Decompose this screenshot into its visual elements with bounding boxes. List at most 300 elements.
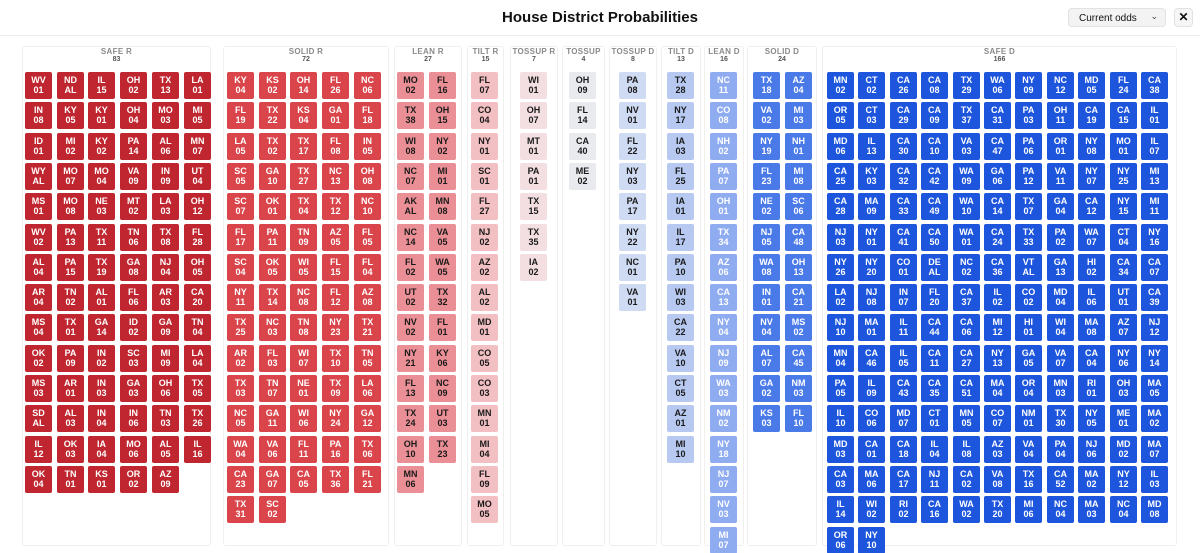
district-tile[interactable]	[1015, 436, 1042, 463]
district-tile[interactable]	[667, 163, 694, 190]
district-tile[interactable]	[785, 133, 812, 160]
district-tile[interactable]	[1047, 193, 1074, 220]
district-tile[interactable]	[57, 102, 84, 129]
district-tile[interactable]	[619, 163, 646, 190]
district-tile[interactable]	[290, 314, 317, 341]
district-tile[interactable]	[520, 72, 547, 99]
district-tile[interactable]	[569, 72, 596, 99]
district-tile[interactable]	[1110, 466, 1137, 493]
district-tile[interactable]	[227, 224, 254, 251]
district-tile[interactable]	[1110, 72, 1137, 99]
district-tile[interactable]	[1110, 102, 1137, 129]
district-tile[interactable]	[152, 284, 179, 311]
district-tile[interactable]	[1110, 224, 1137, 251]
district-tile[interactable]	[1141, 284, 1168, 311]
district-tile[interactable]	[984, 102, 1011, 129]
district-tile[interactable]	[520, 102, 547, 129]
district-tile[interactable]	[152, 102, 179, 129]
district-tile[interactable]	[1141, 102, 1168, 129]
district-tile[interactable]	[1015, 284, 1042, 311]
district-tile[interactable]	[667, 375, 694, 402]
district-tile[interactable]	[1141, 466, 1168, 493]
district-tile[interactable]	[984, 224, 1011, 251]
district-tile[interactable]	[953, 284, 980, 311]
district-tile[interactable]	[1047, 224, 1074, 251]
district-tile[interactable]	[397, 284, 424, 311]
district-tile[interactable]	[88, 436, 115, 463]
district-tile[interactable]	[120, 405, 147, 432]
district-tile[interactable]	[397, 224, 424, 251]
district-tile[interactable]	[858, 133, 885, 160]
district-tile[interactable]	[120, 375, 147, 402]
district-tile[interactable]	[259, 254, 286, 281]
district-tile[interactable]	[890, 284, 917, 311]
district-tile[interactable]	[827, 163, 854, 190]
district-tile[interactable]	[152, 193, 179, 220]
district-tile[interactable]	[1078, 72, 1105, 99]
district-tile[interactable]	[429, 254, 456, 281]
district-tile[interactable]	[984, 496, 1011, 523]
district-tile[interactable]	[753, 345, 780, 372]
district-tile[interactable]	[667, 314, 694, 341]
district-tile[interactable]	[354, 466, 381, 493]
district-tile[interactable]	[890, 254, 917, 281]
district-tile[interactable]	[322, 405, 349, 432]
district-tile[interactable]	[322, 224, 349, 251]
district-tile[interactable]	[984, 405, 1011, 432]
district-tile[interactable]	[710, 193, 737, 220]
district-tile[interactable]	[858, 527, 885, 553]
district-tile[interactable]	[1078, 496, 1105, 523]
district-tile[interactable]	[890, 314, 917, 341]
district-tile[interactable]	[1015, 375, 1042, 402]
district-tile[interactable]	[354, 72, 381, 99]
district-tile[interactable]	[322, 254, 349, 281]
district-tile[interactable]	[471, 375, 498, 402]
district-tile[interactable]	[259, 72, 286, 99]
district-tile[interactable]	[710, 224, 737, 251]
district-tile[interactable]	[227, 466, 254, 493]
district-tile[interactable]	[984, 163, 1011, 190]
district-tile[interactable]	[290, 224, 317, 251]
district-tile[interactable]	[1047, 345, 1074, 372]
district-tile[interactable]	[152, 436, 179, 463]
district-tile[interactable]	[753, 102, 780, 129]
district-tile[interactable]	[354, 375, 381, 402]
district-tile[interactable]	[753, 224, 780, 251]
district-tile[interactable]	[429, 163, 456, 190]
district-tile[interactable]	[25, 102, 52, 129]
district-tile[interactable]	[25, 436, 52, 463]
district-tile[interactable]	[227, 133, 254, 160]
district-tile[interactable]	[785, 72, 812, 99]
district-tile[interactable]	[667, 102, 694, 129]
odds-mode-dropdown[interactable]	[1068, 8, 1166, 27]
district-tile[interactable]	[710, 284, 737, 311]
district-tile[interactable]	[259, 102, 286, 129]
district-tile[interactable]	[921, 345, 948, 372]
district-tile[interactable]	[88, 72, 115, 99]
district-tile[interactable]	[858, 375, 885, 402]
district-tile[interactable]	[471, 133, 498, 160]
district-tile[interactable]	[1110, 436, 1137, 463]
district-tile[interactable]	[120, 133, 147, 160]
district-tile[interactable]	[858, 314, 885, 341]
district-tile[interactable]	[152, 163, 179, 190]
district-tile[interactable]	[322, 163, 349, 190]
district-tile[interactable]	[520, 254, 547, 281]
district-tile[interactable]	[471, 405, 498, 432]
district-tile[interactable]	[921, 375, 948, 402]
district-tile[interactable]	[921, 405, 948, 432]
district-tile[interactable]	[785, 375, 812, 402]
district-tile[interactable]	[1110, 375, 1137, 402]
district-tile[interactable]	[710, 375, 737, 402]
district-tile[interactable]	[785, 314, 812, 341]
district-tile[interactable]	[88, 284, 115, 311]
district-tile[interactable]	[858, 436, 885, 463]
district-tile[interactable]	[710, 466, 737, 493]
district-tile[interactable]	[753, 133, 780, 160]
district-tile[interactable]	[1078, 284, 1105, 311]
district-tile[interactable]	[921, 102, 948, 129]
district-tile[interactable]	[429, 345, 456, 372]
district-tile[interactable]	[25, 193, 52, 220]
district-tile[interactable]	[25, 405, 52, 432]
district-tile[interactable]	[858, 405, 885, 432]
district-tile[interactable]	[120, 193, 147, 220]
district-tile[interactable]	[890, 345, 917, 372]
district-tile[interactable]	[921, 163, 948, 190]
district-tile[interactable]	[290, 72, 317, 99]
district-tile[interactable]	[710, 496, 737, 523]
district-tile[interactable]	[1141, 436, 1168, 463]
district-tile[interactable]	[953, 193, 980, 220]
district-tile[interactable]	[471, 436, 498, 463]
district-tile[interactable]	[88, 102, 115, 129]
district-tile[interactable]	[57, 375, 84, 402]
district-tile[interactable]	[471, 224, 498, 251]
district-tile[interactable]	[710, 405, 737, 432]
district-tile[interactable]	[953, 133, 980, 160]
district-tile[interactable]	[429, 314, 456, 341]
district-tile[interactable]	[354, 314, 381, 341]
district-tile[interactable]	[354, 254, 381, 281]
district-tile[interactable]	[1110, 163, 1137, 190]
district-tile[interactable]	[1015, 405, 1042, 432]
district-tile[interactable]	[25, 466, 52, 493]
district-tile[interactable]	[953, 224, 980, 251]
district-tile[interactable]	[290, 102, 317, 129]
district-tile[interactable]	[397, 466, 424, 493]
district-tile[interactable]	[827, 133, 854, 160]
district-tile[interactable]	[753, 254, 780, 281]
district-tile[interactable]	[57, 193, 84, 220]
district-tile[interactable]	[921, 72, 948, 99]
district-tile[interactable]	[290, 254, 317, 281]
district-tile[interactable]	[120, 314, 147, 341]
district-tile[interactable]	[1078, 254, 1105, 281]
district-tile[interactable]	[1015, 466, 1042, 493]
district-tile[interactable]	[1110, 133, 1137, 160]
district-tile[interactable]	[429, 375, 456, 402]
district-tile[interactable]	[290, 375, 317, 402]
district-tile[interactable]	[984, 436, 1011, 463]
district-tile[interactable]	[753, 193, 780, 220]
district-tile[interactable]	[785, 163, 812, 190]
district-tile[interactable]	[858, 254, 885, 281]
district-tile[interactable]	[520, 224, 547, 251]
district-tile[interactable]	[152, 466, 179, 493]
district-tile[interactable]	[88, 133, 115, 160]
district-tile[interactable]	[1047, 254, 1074, 281]
district-tile[interactable]	[354, 345, 381, 372]
district-tile[interactable]	[667, 72, 694, 99]
district-tile[interactable]	[667, 224, 694, 251]
district-tile[interactable]	[921, 193, 948, 220]
district-tile[interactable]	[890, 496, 917, 523]
district-tile[interactable]	[354, 405, 381, 432]
district-tile[interactable]	[619, 193, 646, 220]
district-tile[interactable]	[88, 314, 115, 341]
district-tile[interactable]	[471, 345, 498, 372]
district-tile[interactable]	[184, 375, 211, 402]
district-tile[interactable]	[471, 496, 498, 523]
district-tile[interactable]	[184, 254, 211, 281]
district-tile[interactable]	[827, 72, 854, 99]
district-tile[interactable]	[57, 133, 84, 160]
district-tile[interactable]	[397, 72, 424, 99]
district-tile[interactable]	[753, 163, 780, 190]
district-tile[interactable]	[785, 405, 812, 432]
district-tile[interactable]	[710, 436, 737, 463]
district-tile[interactable]	[227, 375, 254, 402]
district-tile[interactable]	[152, 224, 179, 251]
district-tile[interactable]	[1047, 133, 1074, 160]
district-tile[interactable]	[184, 436, 211, 463]
district-tile[interactable]	[259, 163, 286, 190]
district-tile[interactable]	[120, 224, 147, 251]
district-tile[interactable]	[259, 224, 286, 251]
district-tile[interactable]	[397, 436, 424, 463]
district-tile[interactable]	[259, 133, 286, 160]
district-tile[interactable]	[1047, 314, 1074, 341]
district-tile[interactable]	[953, 466, 980, 493]
district-tile[interactable]	[429, 133, 456, 160]
district-tile[interactable]	[184, 405, 211, 432]
district-tile[interactable]	[1141, 375, 1168, 402]
district-tile[interactable]	[25, 72, 52, 99]
district-tile[interactable]	[471, 193, 498, 220]
district-tile[interactable]	[120, 254, 147, 281]
district-tile[interactable]	[785, 254, 812, 281]
district-tile[interactable]	[890, 224, 917, 251]
district-tile[interactable]	[1078, 436, 1105, 463]
district-tile[interactable]	[120, 345, 147, 372]
district-tile[interactable]	[753, 284, 780, 311]
district-tile[interactable]	[429, 72, 456, 99]
district-tile[interactable]	[953, 314, 980, 341]
district-tile[interactable]	[953, 163, 980, 190]
district-tile[interactable]	[471, 314, 498, 341]
district-tile[interactable]	[184, 345, 211, 372]
district-tile[interactable]	[429, 224, 456, 251]
district-tile[interactable]	[25, 375, 52, 402]
district-tile[interactable]	[354, 163, 381, 190]
district-tile[interactable]	[429, 436, 456, 463]
district-tile[interactable]	[1141, 254, 1168, 281]
district-tile[interactable]	[667, 436, 694, 463]
district-tile[interactable]	[88, 375, 115, 402]
district-tile[interactable]	[322, 314, 349, 341]
district-tile[interactable]	[227, 102, 254, 129]
district-tile[interactable]	[259, 496, 286, 523]
district-tile[interactable]	[259, 436, 286, 463]
district-tile[interactable]	[858, 102, 885, 129]
district-tile[interactable]	[785, 102, 812, 129]
district-tile[interactable]	[890, 163, 917, 190]
district-tile[interactable]	[953, 405, 980, 432]
district-tile[interactable]	[1015, 163, 1042, 190]
district-tile[interactable]	[921, 466, 948, 493]
district-tile[interactable]	[1078, 466, 1105, 493]
district-tile[interactable]	[1047, 405, 1074, 432]
district-tile[interactable]	[152, 314, 179, 341]
district-tile[interactable]	[290, 436, 317, 463]
district-tile[interactable]	[1078, 345, 1105, 372]
district-tile[interactable]	[227, 254, 254, 281]
district-tile[interactable]	[1015, 496, 1042, 523]
district-tile[interactable]	[152, 254, 179, 281]
district-tile[interactable]	[710, 527, 737, 553]
district-tile[interactable]	[259, 314, 286, 341]
district-tile[interactable]	[667, 345, 694, 372]
district-tile[interactable]	[520, 163, 547, 190]
district-tile[interactable]	[1141, 133, 1168, 160]
district-tile[interactable]	[827, 436, 854, 463]
district-tile[interactable]	[1110, 314, 1137, 341]
district-tile[interactable]	[1078, 405, 1105, 432]
district-tile[interactable]	[710, 163, 737, 190]
district-tile[interactable]	[120, 284, 147, 311]
district-tile[interactable]	[322, 102, 349, 129]
district-tile[interactable]	[710, 254, 737, 281]
district-tile[interactable]	[921, 314, 948, 341]
district-tile[interactable]	[984, 284, 1011, 311]
district-tile[interactable]	[953, 102, 980, 129]
district-tile[interactable]	[619, 133, 646, 160]
district-tile[interactable]	[471, 284, 498, 311]
district-tile[interactable]	[1015, 345, 1042, 372]
district-tile[interactable]	[827, 375, 854, 402]
district-tile[interactable]	[290, 466, 317, 493]
district-tile[interactable]	[152, 375, 179, 402]
district-tile[interactable]	[1047, 375, 1074, 402]
district-tile[interactable]	[984, 345, 1011, 372]
district-tile[interactable]	[354, 193, 381, 220]
district-tile[interactable]	[25, 345, 52, 372]
district-tile[interactable]	[785, 193, 812, 220]
district-tile[interactable]	[57, 436, 84, 463]
district-tile[interactable]	[858, 496, 885, 523]
district-tile[interactable]	[827, 102, 854, 129]
district-tile[interactable]	[290, 193, 317, 220]
district-tile[interactable]	[667, 405, 694, 432]
district-tile[interactable]	[25, 284, 52, 311]
district-tile[interactable]	[1110, 254, 1137, 281]
district-tile[interactable]	[1141, 405, 1168, 432]
close-button[interactable]: ✕	[1174, 8, 1193, 27]
district-tile[interactable]	[1015, 254, 1042, 281]
district-tile[interactable]	[25, 133, 52, 160]
district-tile[interactable]	[57, 345, 84, 372]
district-tile[interactable]	[1141, 72, 1168, 99]
district-tile[interactable]	[953, 254, 980, 281]
district-tile[interactable]	[984, 466, 1011, 493]
district-tile[interactable]	[57, 163, 84, 190]
district-tile[interactable]	[259, 405, 286, 432]
district-tile[interactable]	[354, 102, 381, 129]
district-tile[interactable]	[753, 405, 780, 432]
district-tile[interactable]	[1078, 163, 1105, 190]
district-tile[interactable]	[322, 345, 349, 372]
district-tile[interactable]	[322, 193, 349, 220]
district-tile[interactable]	[397, 102, 424, 129]
district-tile[interactable]	[1078, 375, 1105, 402]
district-tile[interactable]	[984, 133, 1011, 160]
district-tile[interactable]	[710, 345, 737, 372]
district-tile[interactable]	[25, 254, 52, 281]
district-tile[interactable]	[710, 102, 737, 129]
district-tile[interactable]	[1078, 102, 1105, 129]
district-tile[interactable]	[120, 163, 147, 190]
district-tile[interactable]	[953, 375, 980, 402]
district-tile[interactable]	[259, 466, 286, 493]
district-tile[interactable]	[827, 527, 854, 553]
district-tile[interactable]	[890, 72, 917, 99]
district-tile[interactable]	[753, 72, 780, 99]
district-tile[interactable]	[1047, 496, 1074, 523]
district-tile[interactable]	[1015, 314, 1042, 341]
district-tile[interactable]	[259, 375, 286, 402]
district-tile[interactable]	[858, 72, 885, 99]
district-tile[interactable]	[57, 466, 84, 493]
district-tile[interactable]	[354, 224, 381, 251]
district-tile[interactable]	[1047, 72, 1074, 99]
district-tile[interactable]	[322, 72, 349, 99]
district-tile[interactable]	[57, 224, 84, 251]
district-tile[interactable]	[152, 345, 179, 372]
district-tile[interactable]	[471, 163, 498, 190]
district-tile[interactable]	[667, 254, 694, 281]
district-tile[interactable]	[827, 224, 854, 251]
district-tile[interactable]	[1110, 193, 1137, 220]
district-tile[interactable]	[890, 133, 917, 160]
district-tile[interactable]	[619, 284, 646, 311]
district-tile[interactable]	[1078, 133, 1105, 160]
district-tile[interactable]	[921, 436, 948, 463]
district-tile[interactable]	[57, 254, 84, 281]
district-tile[interactable]	[184, 193, 211, 220]
district-tile[interactable]	[290, 163, 317, 190]
district-tile[interactable]	[57, 72, 84, 99]
district-tile[interactable]	[227, 496, 254, 523]
district-tile[interactable]	[57, 314, 84, 341]
district-tile[interactable]	[1047, 466, 1074, 493]
district-tile[interactable]	[227, 163, 254, 190]
district-tile[interactable]	[290, 345, 317, 372]
district-tile[interactable]	[152, 72, 179, 99]
